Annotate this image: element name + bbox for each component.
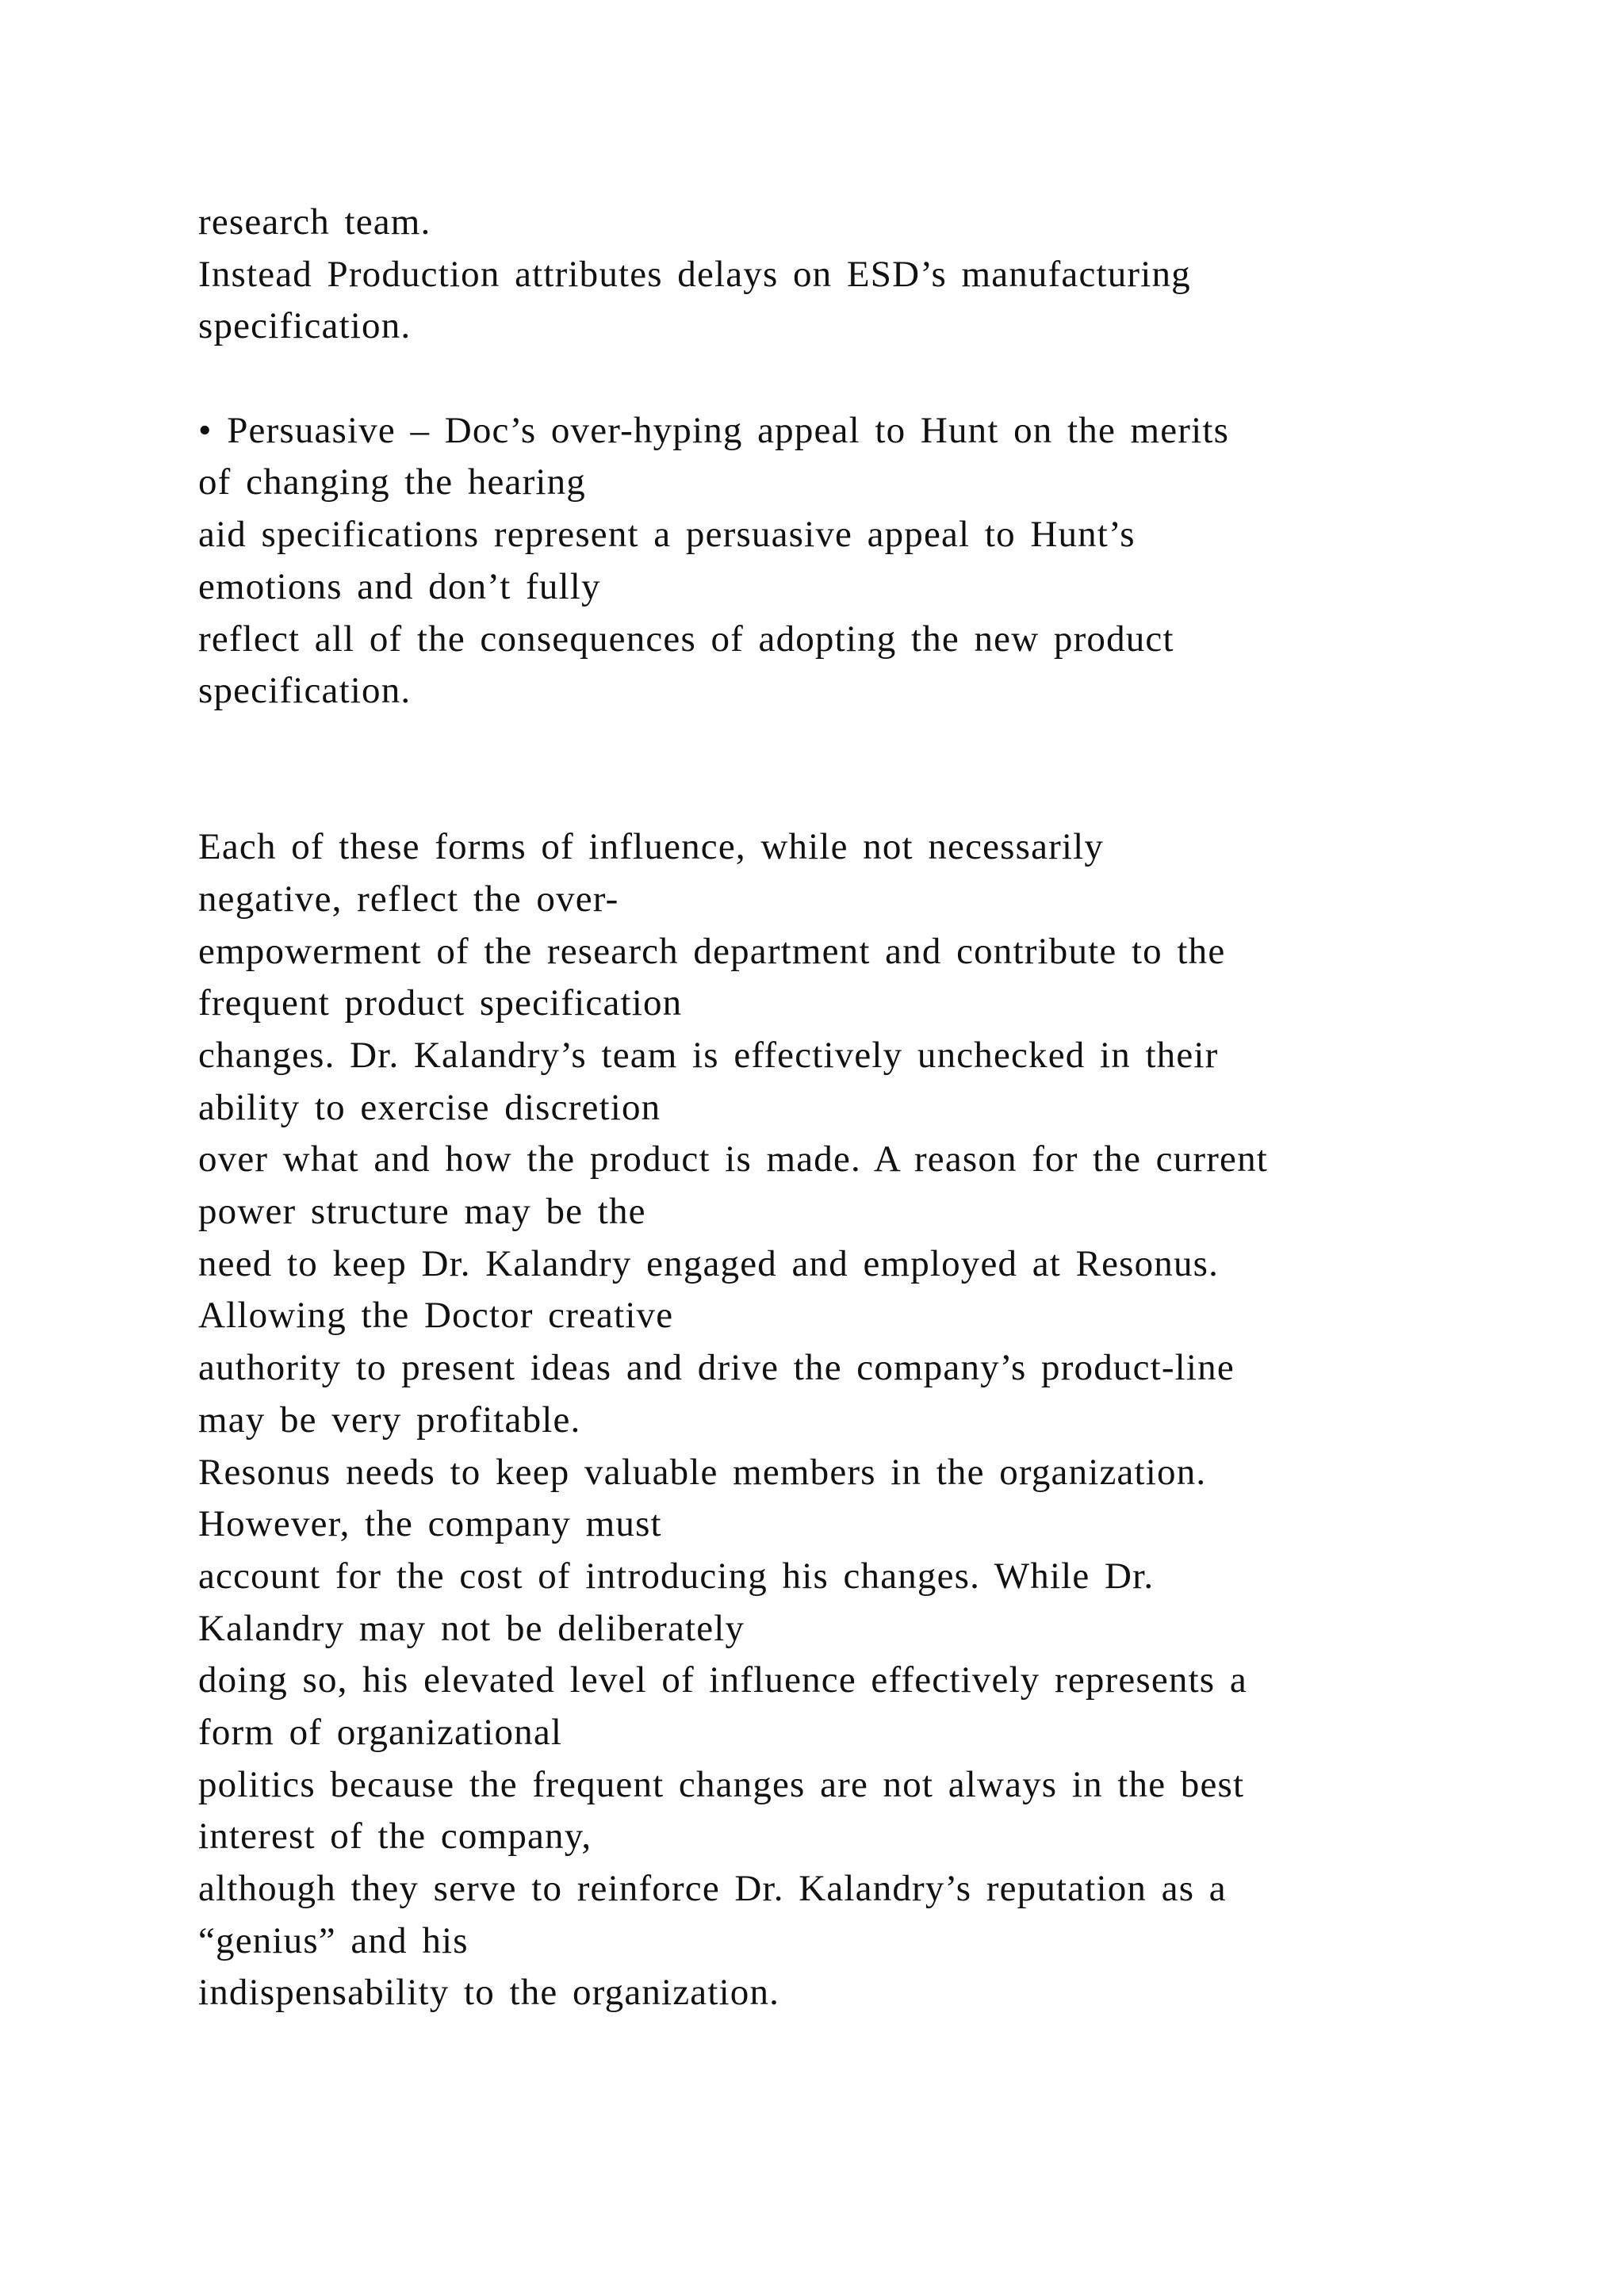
text-line: may be very profitable. (198, 1399, 581, 1441)
text-line: However, the company must (198, 1503, 662, 1545)
text-line: reflect all of the consequences of adopting the new product (198, 618, 1174, 660)
text-line: specification. (198, 305, 412, 347)
text-line: ability to exercise discretion (198, 1086, 661, 1128)
text-line: account for the cost of introducing his changes. While Dr. (198, 1555, 1155, 1597)
text-line: doing so, his elevated level of influence effectively represents a (198, 1659, 1247, 1701)
text-line: Allowing the Doctor creative (198, 1295, 674, 1337)
text-line: indispensability to the organization. (198, 1972, 780, 2014)
text-line: changes. Dr. Kalandry’s team is effectively unchecked in their (198, 1035, 1219, 1077)
text-line: aid specifications represent a persuasive appeal to Hunt’s (198, 514, 1136, 556)
text-line: negative, reflect the over- (198, 878, 619, 920)
text-line: Kalandry may not be deliberately (198, 1607, 745, 1649)
text-line: power structure may be the (198, 1191, 646, 1233)
text-line: Instead Production attributes delays on ESD’s manufacturing (198, 253, 1191, 295)
text-line: empowerment of the research department and contribute to the (198, 930, 1226, 972)
bullet-line: • Persuasive – Doc’s over-hyping appeal to Hunt on the merits (198, 409, 1230, 451)
text-line: over what and how the product is made. A reason for the current (198, 1138, 1268, 1181)
text-line: Each of these forms of influence, while not necessarily (198, 826, 1105, 868)
text-line: form of organizational (198, 1711, 563, 1753)
text-line: although they serve to reinforce Dr. Kalandry’s reputation as a (198, 1868, 1227, 1910)
text-line: interest of the company, (198, 1816, 592, 1858)
text-line: specification. (198, 670, 412, 712)
paragraph-spacer (198, 718, 1467, 821)
text-line: “genius” and his (198, 1919, 469, 1961)
text-line: of changing the hearing (198, 461, 586, 503)
text-line: need to keep Dr. Kalandry engaged and employed at Resonus. (198, 1242, 1220, 1284)
text-line: politics because the frequent changes are not always in the best (198, 1763, 1245, 1805)
text-line: authority to present ideas and drive the company’s product-line (198, 1347, 1235, 1389)
text-line: emotions and don’t fully (198, 565, 601, 607)
document-text (198, 197, 1467, 2019)
text-line: Resonus needs to keep valuable members in the organization. (198, 1451, 1207, 1493)
paragraph-spacer (198, 353, 1467, 405)
text-line: frequent product specification (198, 982, 683, 1024)
text-line: research team. (198, 201, 431, 243)
